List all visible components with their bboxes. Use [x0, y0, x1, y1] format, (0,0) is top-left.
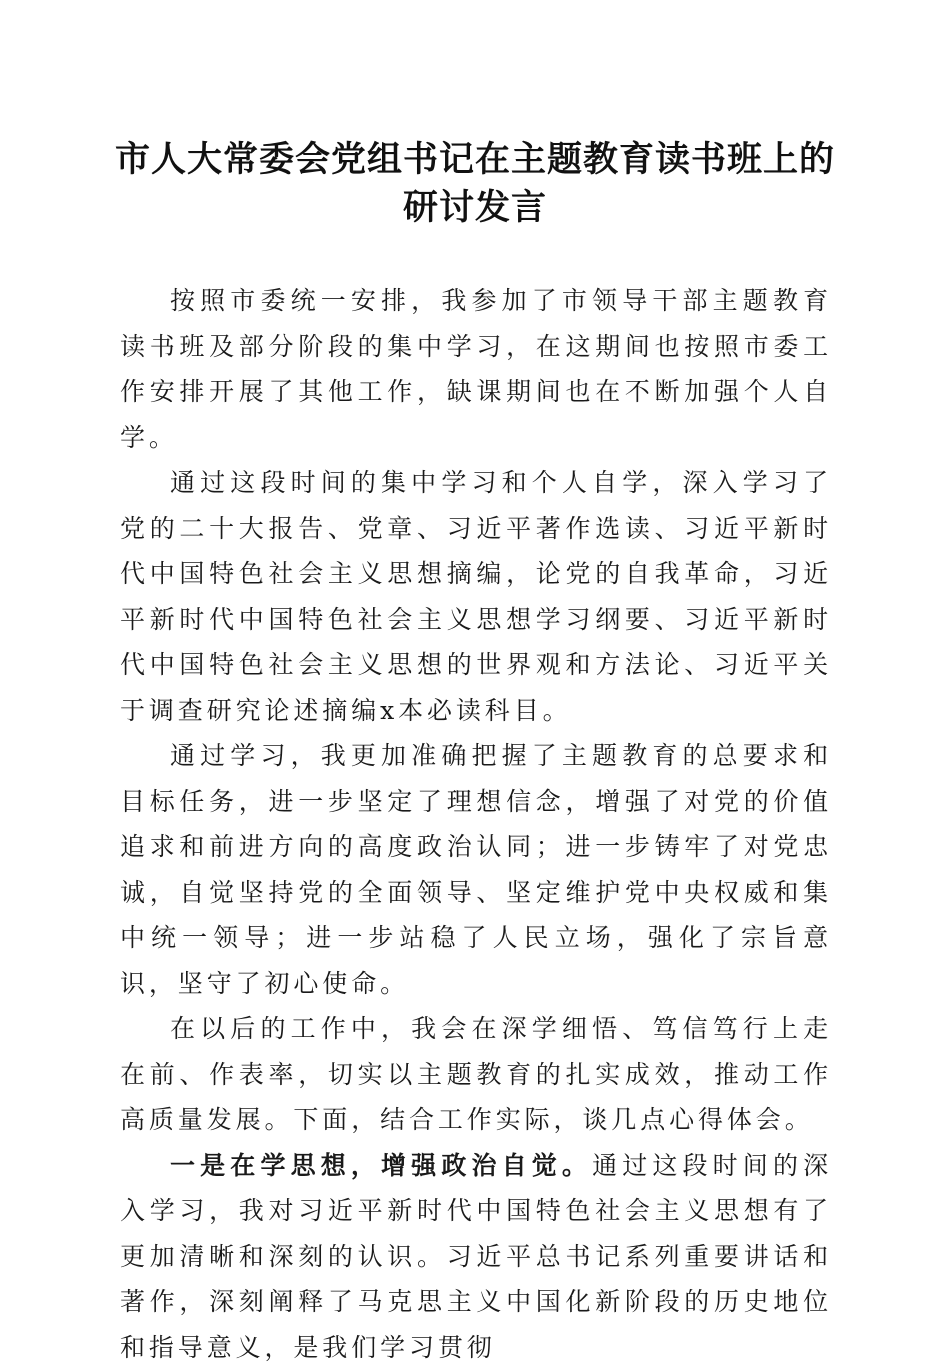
document-title-line-2: 研讨发言 [100, 186, 850, 230]
paragraph-text: 按照市委统一安排，我参加了市领导干部主题教育读书班及部分阶段的集中学习，在这期间也按照市委工作安排开展了其他工作，缺课期间也在不断加强个人自学。 [120, 286, 832, 452]
paragraph-lead-heading: 一是在学思想，增强政治自觉。 [170, 1151, 592, 1180]
paragraph-text: 通过这段时间的集中学习和个人自学，深入学习了党的二十大报告、党章、习近平著作选读、习近平新时代中国特色社会主义思想摘编，论党的自我革命，习近平新时代中国特色社会主义思想学习纲要、习近平新时代中国特色社会主义思想的世界观和方法论、习近平关于调查研究论述摘编x本必读科目。 [120, 468, 832, 725]
paragraph-5 [120, 1143, 832, 1370]
paragraph-1 [120, 278, 832, 460]
paragraph-4 [120, 1006, 832, 1143]
paragraph-text: 通过学习，我更加准确把握了主题教育的总要求和目标任务，进一步坚定了理想信念，增强了对党的价值追求和前进方向的高度政治认同；进一步铸牢了对党忠诚，自觉坚持党的全面领导、坚定维护党中央权威和集中统一领导；进一步站稳了人民立场，强化了宗旨意识，坚守了初心使命。 [120, 741, 832, 998]
paragraph-text: 在以后的工作中，我会在深学细悟、笃信笃行上走在前、作表率，切实以主题教育的扎实成效，推动工作高质量发展。下面，结合工作实际，谈几点心得体会。 [120, 1014, 832, 1134]
paragraph-text: 通过这段时间的深入学习，我对习近平新时代中国特色社会主义思想有了更加清晰和深刻的认识。习近平总书记系列重要讲话和著作，深刻阐释了马克思主义中国化新阶段的历史地位和指导意义，是我们学习贯彻 [120, 1151, 832, 1362]
document-body [120, 278, 832, 1370]
paragraph-2 [120, 460, 832, 733]
paragraph-3 [120, 733, 832, 1006]
document-title-line-1: 市人大常委会党组书记在主题教育读书班上的 [100, 138, 850, 182]
